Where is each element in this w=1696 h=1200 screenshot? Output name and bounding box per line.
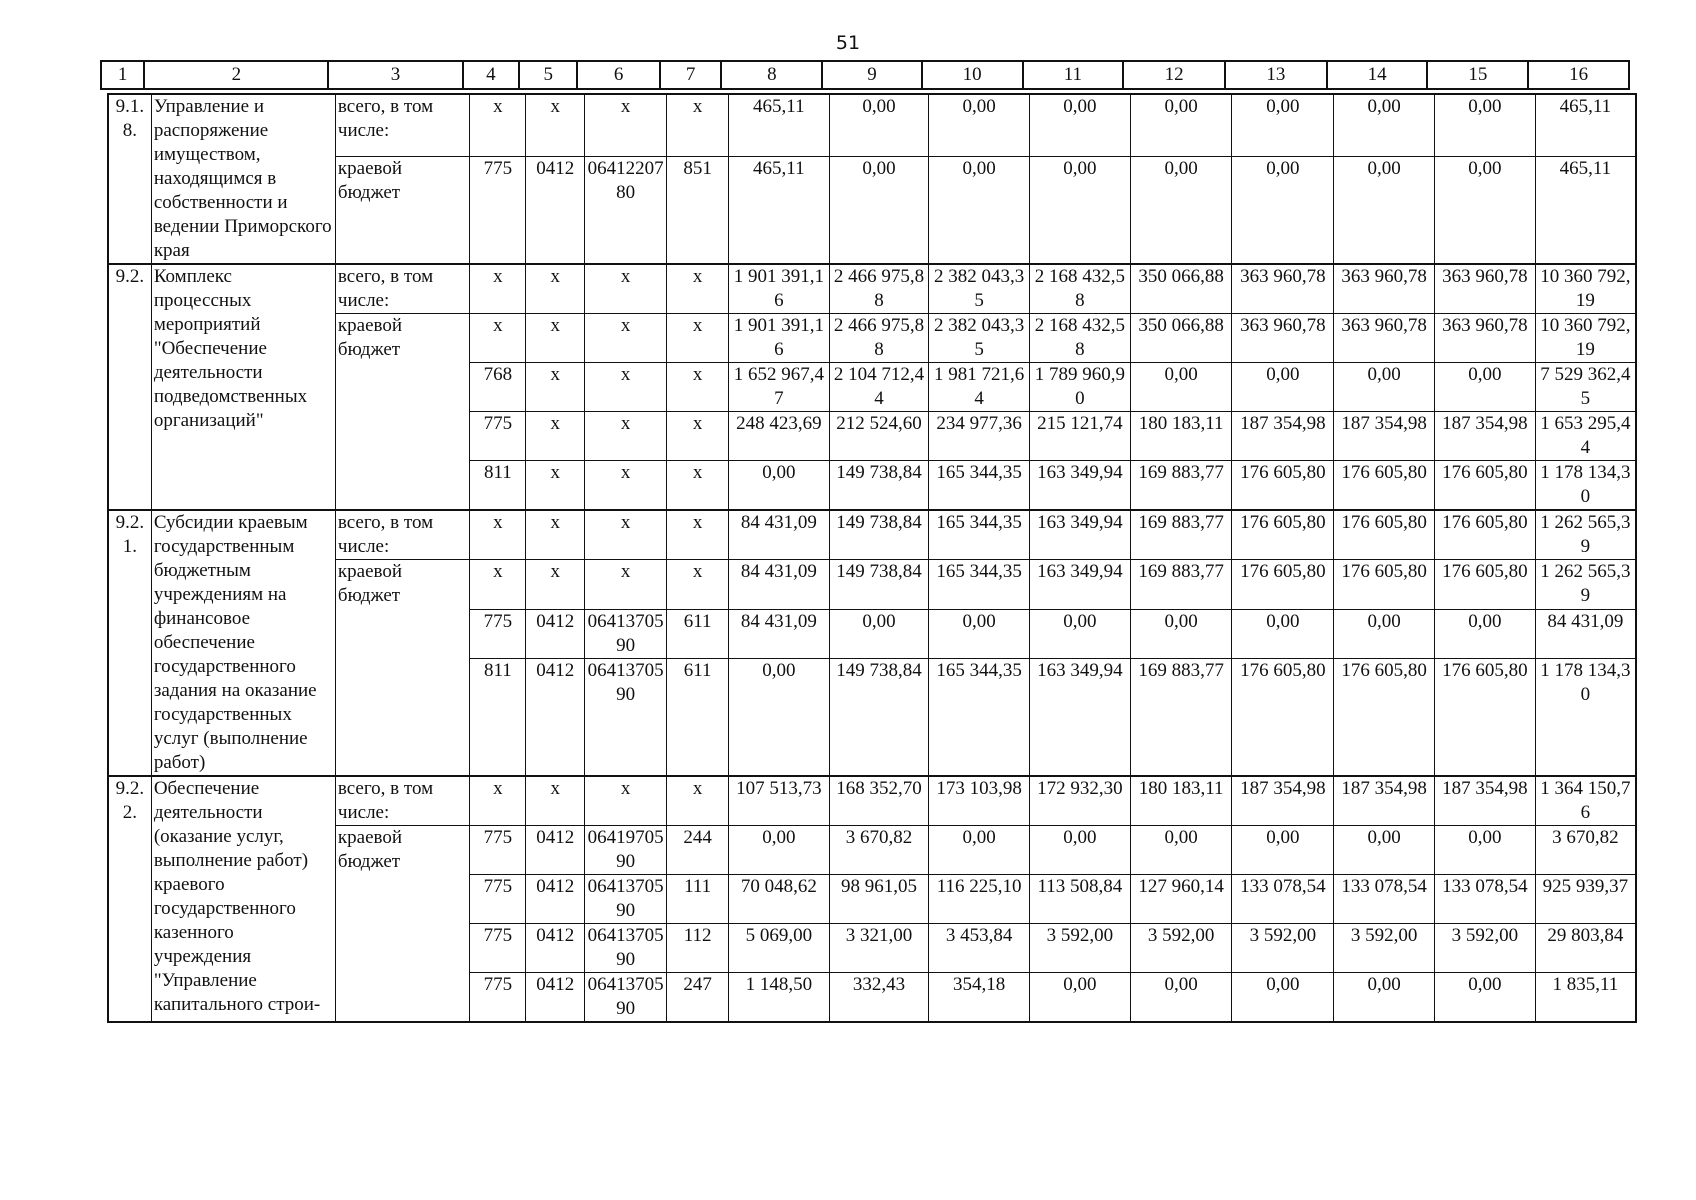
value-cell: 0,00 [1130, 609, 1232, 658]
expense-code: 851 [667, 157, 729, 264]
total-cell: 465,11 [1535, 94, 1636, 157]
target-code: x [584, 560, 666, 610]
value-cell: 0,00 [929, 826, 1030, 875]
value-cell: 363 960,78 [1334, 264, 1435, 314]
row-number: 9.2.1. [108, 510, 151, 776]
value-cell: 176 605,80 [1434, 510, 1535, 560]
value-cell: 0,00 [1334, 363, 1435, 412]
value-cell: 1 148,50 [728, 973, 829, 1023]
value-cell: 187 354,98 [1232, 776, 1334, 826]
header-cell: 13 [1225, 61, 1327, 89]
admin-code: 775 [470, 973, 526, 1023]
value-cell: 165 344,35 [929, 658, 1030, 776]
expense-code: 611 [667, 658, 729, 776]
header-cell: 15 [1427, 61, 1528, 89]
funding-source: всего, в том числе: [335, 776, 469, 826]
total-cell: 1 653 295,44 [1535, 412, 1636, 461]
admin-code: x [470, 776, 526, 826]
expense-code: x [667, 510, 729, 560]
value-cell: 84 431,09 [728, 609, 829, 658]
value-cell: 0,00 [1030, 826, 1131, 875]
value-cell: 0,00 [1232, 609, 1334, 658]
value-cell: 149 738,84 [829, 461, 929, 511]
section-code: x [526, 510, 584, 560]
value-cell: 363 960,78 [1334, 314, 1435, 363]
value-cell: 5 069,00 [728, 924, 829, 973]
value-cell: 3 592,00 [1030, 924, 1131, 973]
section-code: x [526, 560, 584, 610]
page-number: 51 [835, 32, 861, 54]
header-cell: 11 [1023, 61, 1124, 89]
value-cell: 3 592,00 [1434, 924, 1535, 973]
total-cell: 3 670,82 [1535, 826, 1636, 875]
table-row [108, 314, 1636, 363]
value-cell: 0,00 [1334, 609, 1435, 658]
value-cell: 0,00 [1434, 609, 1535, 658]
expense-code: x [667, 314, 729, 363]
total-cell: 10 360 792,19 [1535, 264, 1636, 314]
total-cell: 7 529 362,45 [1535, 363, 1636, 412]
value-cell: 180 183,11 [1130, 412, 1232, 461]
value-cell: 0,00 [1130, 973, 1232, 1023]
value-cell: 0,00 [1232, 363, 1334, 412]
value-cell: 215 121,74 [1030, 412, 1131, 461]
value-cell: 0,00 [728, 658, 829, 776]
value-cell: 3 670,82 [829, 826, 929, 875]
value-cell: 3 321,00 [829, 924, 929, 973]
value-cell: 0,00 [1434, 94, 1535, 157]
value-cell: 2 104 712,44 [829, 363, 929, 412]
value-cell: 3 453,84 [929, 924, 1030, 973]
admin-code: 768 [470, 363, 526, 412]
value-cell: 163 349,94 [1030, 658, 1131, 776]
value-cell: 176 605,80 [1232, 461, 1334, 511]
admin-code: 775 [470, 412, 526, 461]
value-cell: 0,00 [929, 94, 1030, 157]
header-cell: 2 [144, 61, 328, 89]
admin-code: 811 [470, 461, 526, 511]
header-cell: 3 [328, 61, 462, 89]
target-code: 0641370590 [584, 609, 666, 658]
section-code: x [526, 94, 584, 157]
value-cell: 169 883,77 [1130, 658, 1232, 776]
value-cell: 176 605,80 [1334, 510, 1435, 560]
funding-source: всего, в том числе: [335, 94, 469, 157]
column-number-header [100, 60, 1630, 90]
total-cell: 29 803,84 [1535, 924, 1636, 973]
value-cell: 98 961,05 [829, 875, 929, 924]
value-cell: 168 352,70 [829, 776, 929, 826]
value-cell: 363 960,78 [1232, 314, 1334, 363]
section-code: x [526, 776, 584, 826]
value-cell: 0,00 [829, 609, 929, 658]
expense-code: x [667, 94, 729, 157]
value-cell: 0,00 [1434, 826, 1535, 875]
target-code: 0641970590 [584, 826, 666, 875]
value-cell: 363 960,78 [1232, 264, 1334, 314]
total-cell: 10 360 792,19 [1535, 314, 1636, 363]
header-cell: 9 [822, 61, 922, 89]
value-cell: 1 652 967,47 [728, 363, 829, 412]
target-code: x [584, 412, 666, 461]
value-cell: 133 078,54 [1334, 875, 1435, 924]
value-cell: 165 344,35 [929, 510, 1030, 560]
value-cell: 176 605,80 [1334, 658, 1435, 776]
value-cell: 169 883,77 [1130, 461, 1232, 511]
value-cell: 1 789 960,90 [1030, 363, 1131, 412]
header-cell: 7 [660, 61, 722, 89]
total-cell: 1 178 134,30 [1535, 658, 1636, 776]
table-row [108, 94, 1636, 157]
value-cell: 0,00 [829, 157, 929, 264]
admin-code: x [470, 314, 526, 363]
value-cell: 0,00 [1130, 826, 1232, 875]
value-cell: 163 349,94 [1030, 560, 1131, 610]
target-code: 0641370590 [584, 875, 666, 924]
target-code: 0641370590 [584, 658, 666, 776]
value-cell: 234 977,36 [929, 412, 1030, 461]
value-cell: 2 466 975,88 [829, 314, 929, 363]
funding-source: краевой бюджет [335, 157, 469, 264]
value-cell: 0,00 [1232, 973, 1334, 1023]
value-cell: 0,00 [1130, 157, 1232, 264]
section-code: x [526, 264, 584, 314]
value-cell: 165 344,35 [929, 461, 1030, 511]
value-cell: 0,00 [1334, 157, 1435, 264]
expense-code: 112 [667, 924, 729, 973]
value-cell: 354,18 [929, 973, 1030, 1023]
value-cell: 350 066,88 [1130, 314, 1232, 363]
admin-code: 775 [470, 157, 526, 264]
value-cell: 0,00 [728, 826, 829, 875]
value-cell: 0,00 [1232, 157, 1334, 264]
row-number: 9.2.2. [108, 776, 151, 1022]
table-row [108, 826, 1636, 875]
funding-source: краевой бюджет [335, 826, 469, 1023]
row-number: 9.1.8. [108, 94, 151, 264]
value-cell: 2 168 432,58 [1030, 314, 1131, 363]
value-cell: 187 354,98 [1434, 412, 1535, 461]
value-cell: 176 605,80 [1434, 658, 1535, 776]
measure-name: Комплекс процессных мероприятий "Обеспечение деятельности подведомственных организаций" [151, 264, 335, 510]
section-code: x [526, 363, 584, 412]
header-cell: 4 [463, 61, 519, 89]
value-cell: 0,00 [1334, 94, 1435, 157]
target-code: 0641370590 [584, 973, 666, 1023]
total-cell: 1 262 565,39 [1535, 560, 1636, 610]
value-cell: 2 382 043,35 [929, 314, 1030, 363]
value-cell: 0,00 [929, 157, 1030, 264]
section-code: x [526, 412, 584, 461]
expense-code: x [667, 560, 729, 610]
admin-code: x [470, 264, 526, 314]
value-cell: 332,43 [829, 973, 929, 1023]
value-cell: 149 738,84 [829, 560, 929, 610]
row-number: 9.2. [108, 264, 151, 510]
value-cell: 116 225,10 [929, 875, 1030, 924]
section-code: 0412 [526, 157, 584, 264]
total-cell: 1 262 565,39 [1535, 510, 1636, 560]
admin-code: x [470, 94, 526, 157]
value-cell: 0,00 [1130, 94, 1232, 157]
section-9-2-1 [108, 510, 1636, 776]
value-cell: 172 932,30 [1030, 776, 1131, 826]
value-cell: 2 168 432,58 [1030, 264, 1131, 314]
admin-code: 775 [470, 609, 526, 658]
funding-source: всего, в том числе: [335, 264, 469, 314]
section-9-1-8 [108, 94, 1636, 264]
target-code: 0641370590 [584, 924, 666, 973]
funding-source: всего, в том числе: [335, 510, 469, 560]
value-cell: 0,00 [1334, 973, 1435, 1023]
header-cell: 1 [101, 61, 144, 89]
financing-table [107, 93, 1637, 1023]
target-code: x [584, 363, 666, 412]
section-9-2-2 [108, 776, 1636, 1022]
section-code: x [526, 314, 584, 363]
value-cell: 187 354,98 [1434, 776, 1535, 826]
value-cell: 176 605,80 [1232, 510, 1334, 560]
admin-code: 775 [470, 924, 526, 973]
value-cell: 176 605,80 [1434, 461, 1535, 511]
funding-source: краевой бюджет [335, 560, 469, 777]
value-cell: 127 960,14 [1130, 875, 1232, 924]
section-code: 0412 [526, 826, 584, 875]
header-cell: 12 [1123, 61, 1225, 89]
measure-name: Управление и распоряжение имуществом, находящимся в собственности и ведении Приморского края [151, 94, 335, 264]
target-code: x [584, 776, 666, 826]
table-row [108, 510, 1636, 560]
expense-code: x [667, 363, 729, 412]
expense-code: 244 [667, 826, 729, 875]
value-cell: 176 605,80 [1232, 658, 1334, 776]
expense-code: 611 [667, 609, 729, 658]
value-cell: 363 960,78 [1434, 264, 1535, 314]
admin-code: x [470, 510, 526, 560]
funding-source: краевой бюджет [335, 314, 469, 511]
section-code: x [526, 461, 584, 511]
value-cell: 173 103,98 [929, 776, 1030, 826]
header-cell: 8 [721, 61, 822, 89]
value-cell: 0,00 [1130, 363, 1232, 412]
value-cell: 0,00 [1030, 157, 1131, 264]
value-cell: 176 605,80 [1334, 461, 1435, 511]
value-cell: 113 508,84 [1030, 875, 1131, 924]
value-cell: 1 901 391,16 [728, 264, 829, 314]
expense-code: x [667, 461, 729, 511]
value-cell: 187 354,98 [1334, 412, 1435, 461]
admin-code: 775 [470, 875, 526, 924]
section-9-2 [108, 264, 1636, 510]
value-cell: 70 048,62 [728, 875, 829, 924]
value-cell: 0,00 [1334, 826, 1435, 875]
value-cell: 180 183,11 [1130, 776, 1232, 826]
expense-code: x [667, 412, 729, 461]
table-row [108, 776, 1636, 826]
target-code: x [584, 510, 666, 560]
value-cell: 176 605,80 [1232, 560, 1334, 610]
value-cell: 3 592,00 [1130, 924, 1232, 973]
value-cell: 350 066,88 [1130, 264, 1232, 314]
expense-code: 111 [667, 875, 729, 924]
value-cell: 2 382 043,35 [929, 264, 1030, 314]
measure-name: Обеспечение деятельности (оказание услуг, выполнение работ) краевого государственного казенного учреждения "Управление капитального строи- [151, 776, 335, 1022]
admin-code: x [470, 560, 526, 610]
header-cell: 6 [577, 61, 659, 89]
target-code: x [584, 314, 666, 363]
header-cell: 14 [1327, 61, 1428, 89]
value-cell: 3 592,00 [1334, 924, 1435, 973]
value-cell: 465,11 [728, 157, 829, 264]
value-cell: 169 883,77 [1130, 510, 1232, 560]
value-cell: 363 960,78 [1434, 314, 1535, 363]
section-code: 0412 [526, 973, 584, 1023]
value-cell: 84 431,09 [728, 510, 829, 560]
value-cell: 0,00 [929, 609, 1030, 658]
table-row [108, 157, 1636, 264]
target-code: x [584, 94, 666, 157]
value-cell: 248 423,69 [728, 412, 829, 461]
value-cell: 3 592,00 [1232, 924, 1334, 973]
section-code: 0412 [526, 875, 584, 924]
measure-name: Субсидии краевым государственным бюджетным учреждениям на финансовое обеспечение государственного задания на оказание государственных услуг (выполнение работ) [151, 510, 335, 776]
total-cell: 925 939,37 [1535, 875, 1636, 924]
value-cell: 0,00 [1232, 826, 1334, 875]
value-cell: 0,00 [1232, 94, 1334, 157]
expense-code: x [667, 264, 729, 314]
value-cell: 0,00 [1030, 609, 1131, 658]
value-cell: 163 349,94 [1030, 461, 1131, 511]
header-cell: 16 [1528, 61, 1629, 89]
value-cell: 133 078,54 [1434, 875, 1535, 924]
admin-code: 775 [470, 826, 526, 875]
section-code: 0412 [526, 924, 584, 973]
value-cell: 0,00 [829, 94, 929, 157]
target-code: 0641220780 [584, 157, 666, 264]
value-cell: 163 349,94 [1030, 510, 1131, 560]
value-cell: 0,00 [1434, 973, 1535, 1023]
value-cell: 0,00 [728, 461, 829, 511]
value-cell: 465,11 [728, 94, 829, 157]
value-cell: 2 466 975,88 [829, 264, 929, 314]
value-cell: 0,00 [1030, 973, 1131, 1023]
total-cell: 1 364 150,76 [1535, 776, 1636, 826]
value-cell: 133 078,54 [1232, 875, 1334, 924]
section-code: 0412 [526, 609, 584, 658]
value-cell: 176 605,80 [1434, 560, 1535, 610]
value-cell: 169 883,77 [1130, 560, 1232, 610]
total-cell: 1 178 134,30 [1535, 461, 1636, 511]
value-cell: 1 901 391,16 [728, 314, 829, 363]
value-cell: 149 738,84 [829, 658, 929, 776]
value-cell: 1 981 721,64 [929, 363, 1030, 412]
table-row [108, 560, 1636, 610]
admin-code: 811 [470, 658, 526, 776]
value-cell: 84 431,09 [728, 560, 829, 610]
total-cell: 84 431,09 [1535, 609, 1636, 658]
value-cell: 149 738,84 [829, 510, 929, 560]
value-cell: 107 513,73 [728, 776, 829, 826]
expense-code: x [667, 776, 729, 826]
value-cell: 176 605,80 [1334, 560, 1435, 610]
value-cell: 165 344,35 [929, 560, 1030, 610]
total-cell: 1 835,11 [1535, 973, 1636, 1023]
value-cell: 0,00 [1434, 363, 1535, 412]
section-code: 0412 [526, 658, 584, 776]
table-row [108, 264, 1636, 314]
target-code: x [584, 461, 666, 511]
header-cell: 10 [922, 61, 1023, 89]
value-cell: 187 354,98 [1232, 412, 1334, 461]
header-cell: 5 [519, 61, 577, 89]
value-cell: 0,00 [1434, 157, 1535, 264]
total-cell: 465,11 [1535, 157, 1636, 264]
target-code: x [584, 264, 666, 314]
value-cell: 0,00 [1030, 94, 1131, 157]
expense-code: 247 [667, 973, 729, 1023]
value-cell: 187 354,98 [1334, 776, 1435, 826]
value-cell: 212 524,60 [829, 412, 929, 461]
